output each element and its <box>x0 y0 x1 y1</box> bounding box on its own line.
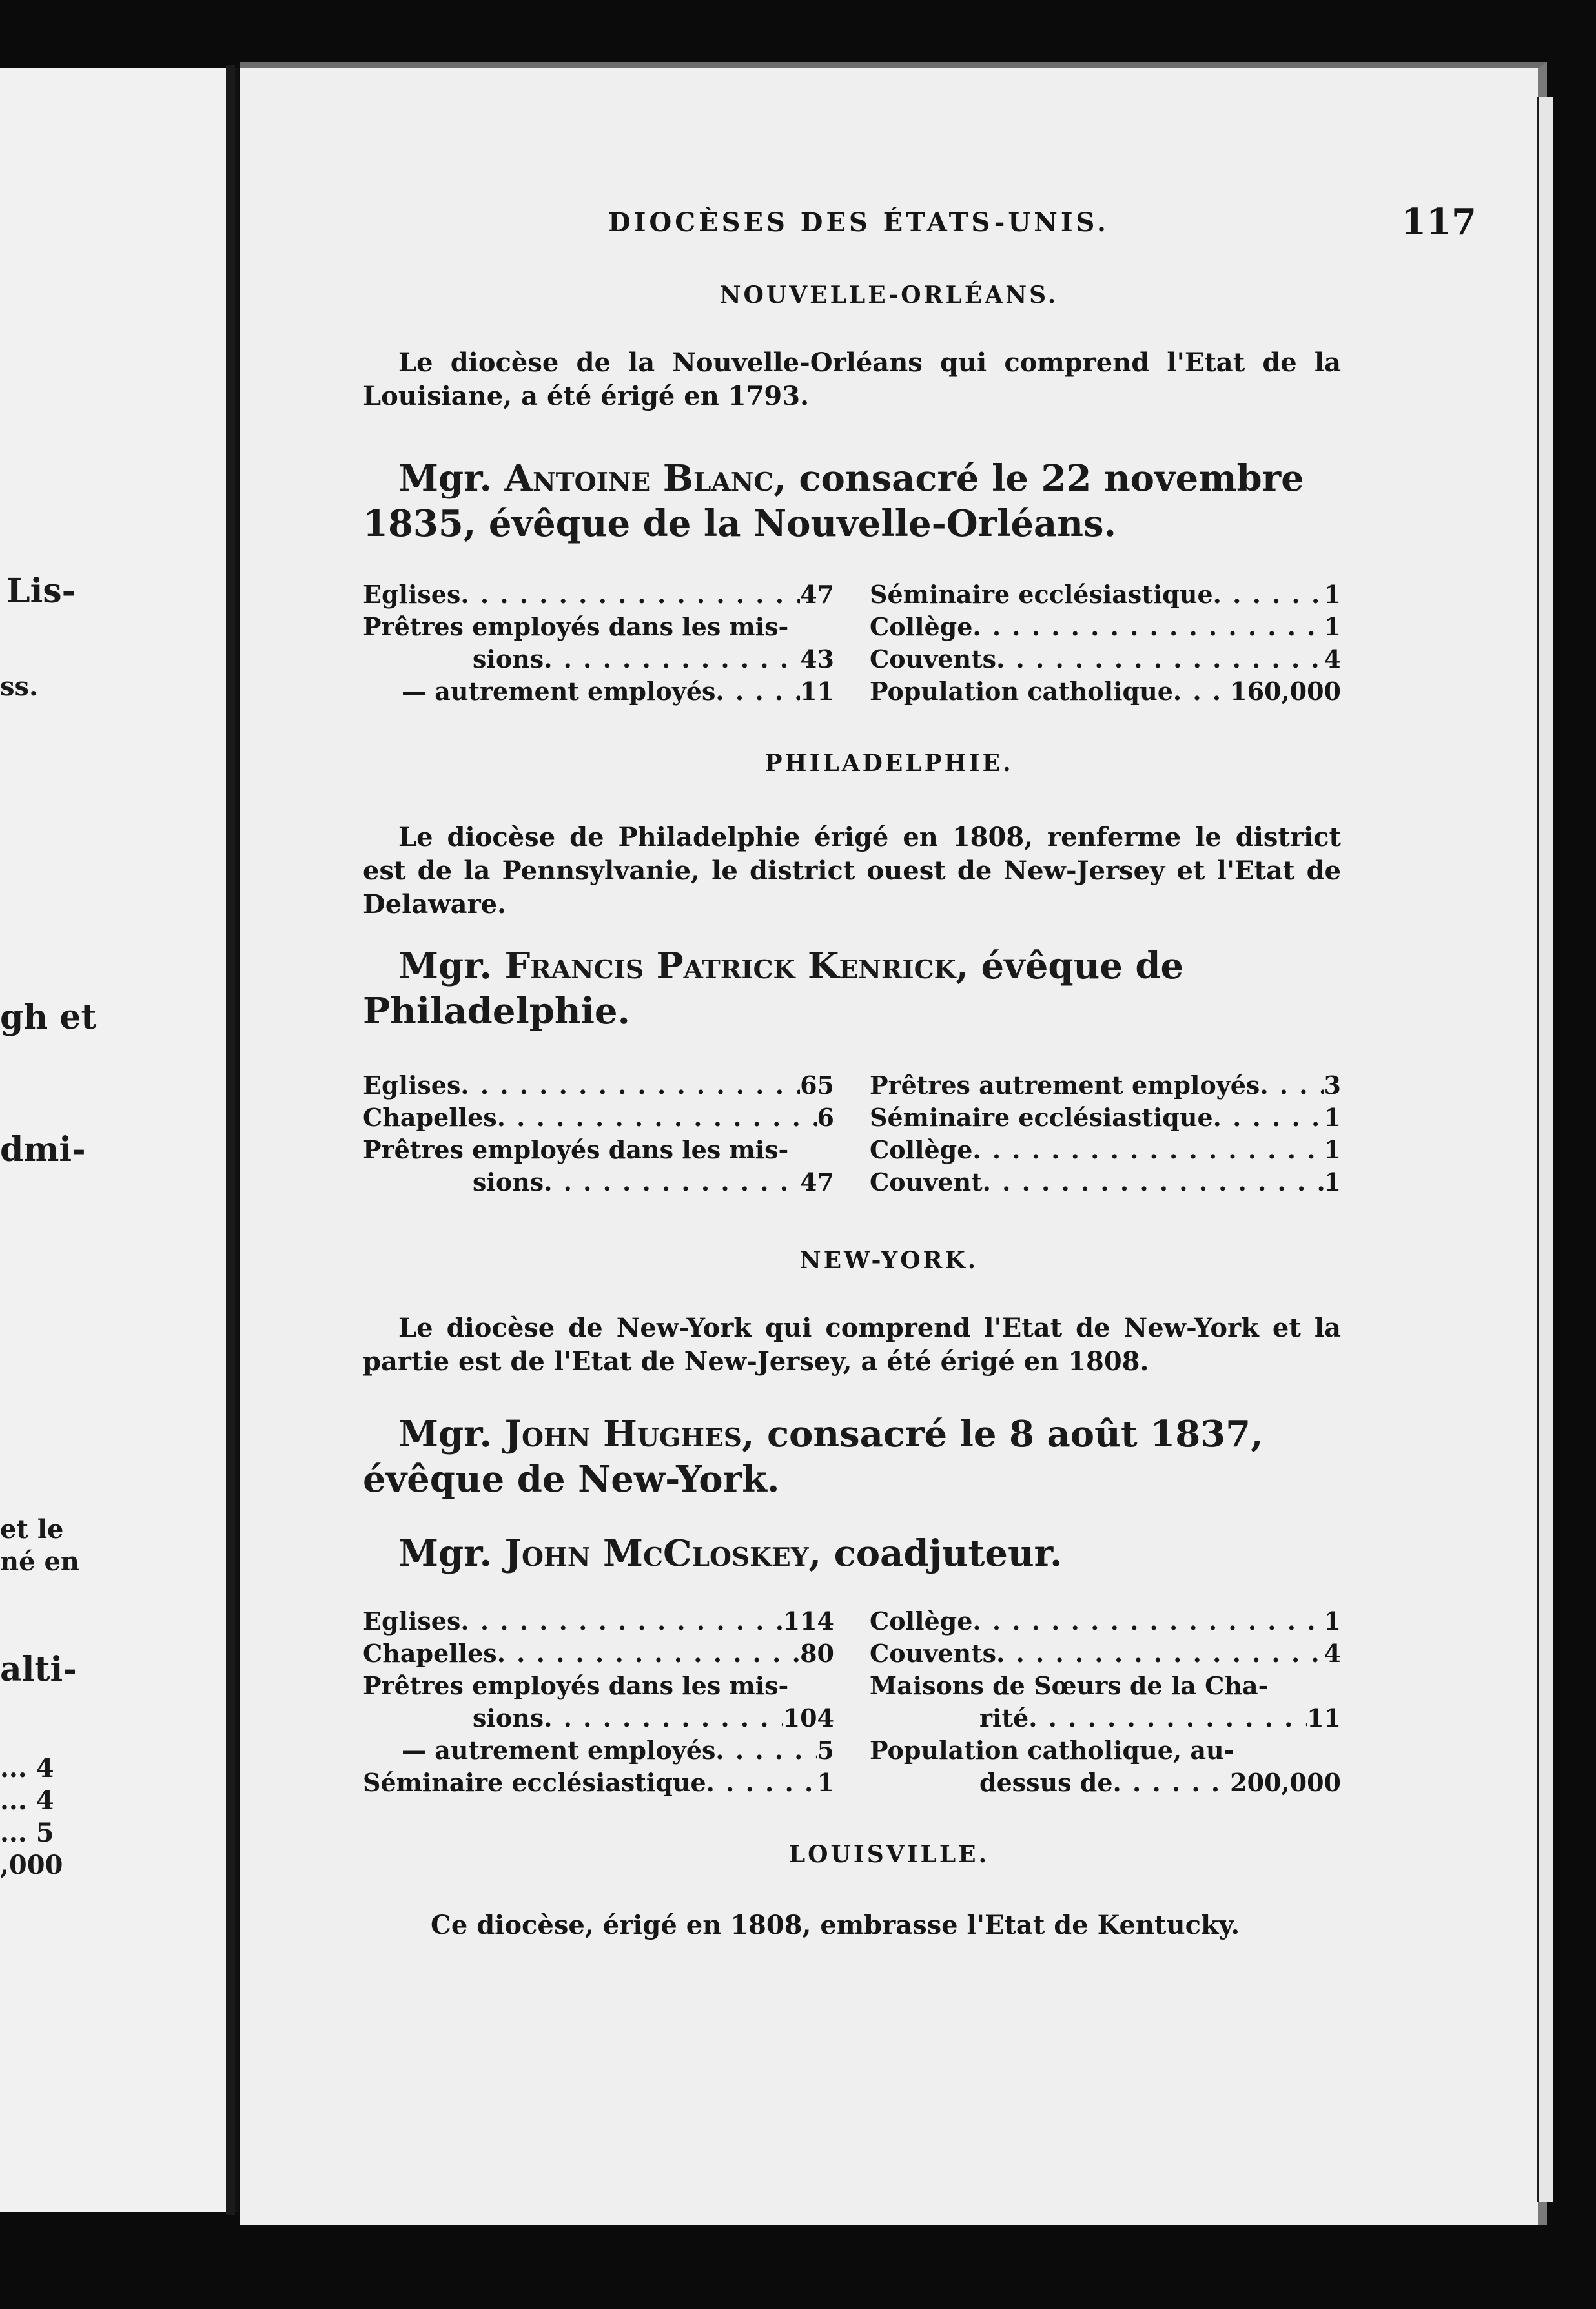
book-spine <box>226 65 235 2215</box>
stat-row: Chapelles . . . 80 <box>363 1637 834 1670</box>
bishop-text: , évêque de Philadelphie. <box>363 945 1184 1032</box>
left-fragment: gh et <box>0 998 97 1037</box>
stats-column-left <box>363 1605 834 1799</box>
stat-row: Séminaire ecclésiastique . . . 1 <box>870 579 1341 611</box>
stat-row: sions . . . 104 <box>363 1702 834 1734</box>
bishop-name: John Hughes <box>504 1413 742 1455</box>
stat-row: Couvents . . . 4 <box>870 1637 1341 1670</box>
running-title: DIOCÈSES DES ÉTATS-UNIS. <box>608 207 1109 238</box>
book-page <box>240 62 1547 2225</box>
bishop-prefix: Mgr. <box>398 457 493 500</box>
bishop-entry <box>363 943 1341 1034</box>
diocese-description <box>363 1311 1341 1379</box>
page-header <box>240 201 1538 259</box>
bishop-name: Antoine Blanc <box>504 457 774 500</box>
description-text: Le diocèse de Philadelphie érigé en 1808, renferme le district est de la Pennsylvanie, le district ouest de New-Jersey et l'Etat de Delaware. <box>363 822 1341 919</box>
section-title-louisville: LOUISVILLE. <box>788 1841 990 1868</box>
description-text: Le diocèse de New-York qui comprend l'Etat de New-York et la partie est de l'Etat de New-Jersey, a été érigé en 1808. <box>363 1313 1341 1377</box>
left-fragment: ss. <box>0 672 38 702</box>
stat-row: Prêtres autrement employés . . . 3 <box>870 1069 1341 1102</box>
bishop-name: John McCloskey <box>504 1532 809 1575</box>
stat-row: Séminaire ecclésiastique . . . 1 <box>870 1102 1341 1134</box>
left-fragment: Lis- <box>6 571 76 611</box>
left-fragment: ... 5 <box>0 1818 54 1848</box>
left-fragment: né en <box>0 1546 79 1577</box>
stat-row: Population catholique . . . 160,000 <box>870 675 1341 708</box>
stat-row: Collège . . . 1 <box>870 1134 1341 1166</box>
stats-column-right <box>870 579 1341 708</box>
section-title-new-york: NEW-YORK. <box>799 1247 979 1274</box>
stats-table <box>363 579 1341 708</box>
stats-column-left <box>363 579 834 708</box>
stat-row: Chapelles . . . 6 <box>363 1102 834 1134</box>
bishop-text: , coadjuteur. <box>808 1532 1063 1575</box>
stat-row: Maisons de Sœurs de la Cha- <box>870 1671 1269 1700</box>
stat-row: Prêtres employés dans les mis- <box>363 1135 789 1164</box>
bishop-text: , consacré le 22 novembre 1835, évêque de la Nouvelle-Orléans. <box>363 457 1304 545</box>
stat-row: Prêtres employés dans les mis- <box>363 612 789 641</box>
diocese-description <box>395 1909 1373 1942</box>
stat-row: Population catholique, au- <box>870 1736 1234 1765</box>
description-text: Le diocèse de la Nouvelle-Orléans qui comprend l'Etat de la Louisiane, a été érigé en 1793. <box>363 347 1341 411</box>
stat-row: Eglises . . . 47 <box>363 579 834 611</box>
bishop-prefix: Mgr. <box>398 1532 493 1575</box>
stat-row: sions . . . 47 <box>363 1166 834 1198</box>
stat-row: Couvent . . . 1 <box>870 1166 1341 1198</box>
left-fragment: ... 4 <box>0 1753 54 1783</box>
stats-table <box>363 1605 1341 1805</box>
stat-row: rité . . . 11 <box>870 1702 1341 1734</box>
stat-row: Collège . . . 1 <box>870 1605 1341 1637</box>
bishop-prefix: Mgr. <box>398 1413 493 1455</box>
stat-row: Eglises . . . 65 <box>363 1069 834 1102</box>
stats-column-right <box>870 1605 1341 1799</box>
bishop-entry <box>363 1411 1341 1502</box>
diocese-description <box>363 821 1341 921</box>
left-fragment: dmi- <box>0 1130 86 1169</box>
left-page-fragment <box>0 68 239 2212</box>
description-text: Ce diocèse, érigé en 1808, embrasse l'Etat de Kentucky. <box>431 1910 1240 1940</box>
stats-column-right <box>870 1069 1341 1198</box>
left-fragment: alti- <box>0 1650 77 1689</box>
left-fragment: ... 4 <box>0 1785 54 1816</box>
bishop-text: , consacré le 8 août 1837, évêque de New-York. <box>363 1413 1264 1501</box>
stat-row: sions . . . 43 <box>363 643 834 675</box>
stat-row: Couvents . . . 4 <box>870 643 1341 675</box>
section-title-nouvelle-orleans: NOUVELLE-ORLÉANS. <box>719 282 1059 309</box>
page-edge <box>1537 97 1553 2202</box>
stat-row: dessus de . . . 200,000 <box>870 1767 1341 1799</box>
stat-row: Eglises . . . 114 <box>363 1605 834 1637</box>
diocese-description <box>363 346 1341 413</box>
stat-row: — autrement employés . . . 11 <box>363 675 834 708</box>
left-fragment: et le <box>0 1514 64 1544</box>
page-number: 117 <box>1401 201 1477 243</box>
bishop-prefix: Mgr. <box>398 945 493 987</box>
stat-row: Prêtres employés dans les mis- <box>363 1671 789 1700</box>
left-fragment: ,000 <box>0 1850 63 1880</box>
bishop-entry <box>363 456 1341 546</box>
bishop-entry <box>363 1531 1341 1576</box>
stat-row: — autrement employés . . . 5 <box>363 1734 834 1767</box>
bishop-name: Francis Patrick Kenrick <box>504 945 956 987</box>
stat-row: Séminaire ecclésiastique . . . 1 <box>363 1767 834 1799</box>
stat-row: Collège . . . 1 <box>870 611 1341 643</box>
stats-column-left <box>363 1069 834 1198</box>
section-title-philadelphie: PHILADELPHIE. <box>764 750 1014 777</box>
stats-table <box>363 1069 1341 1198</box>
